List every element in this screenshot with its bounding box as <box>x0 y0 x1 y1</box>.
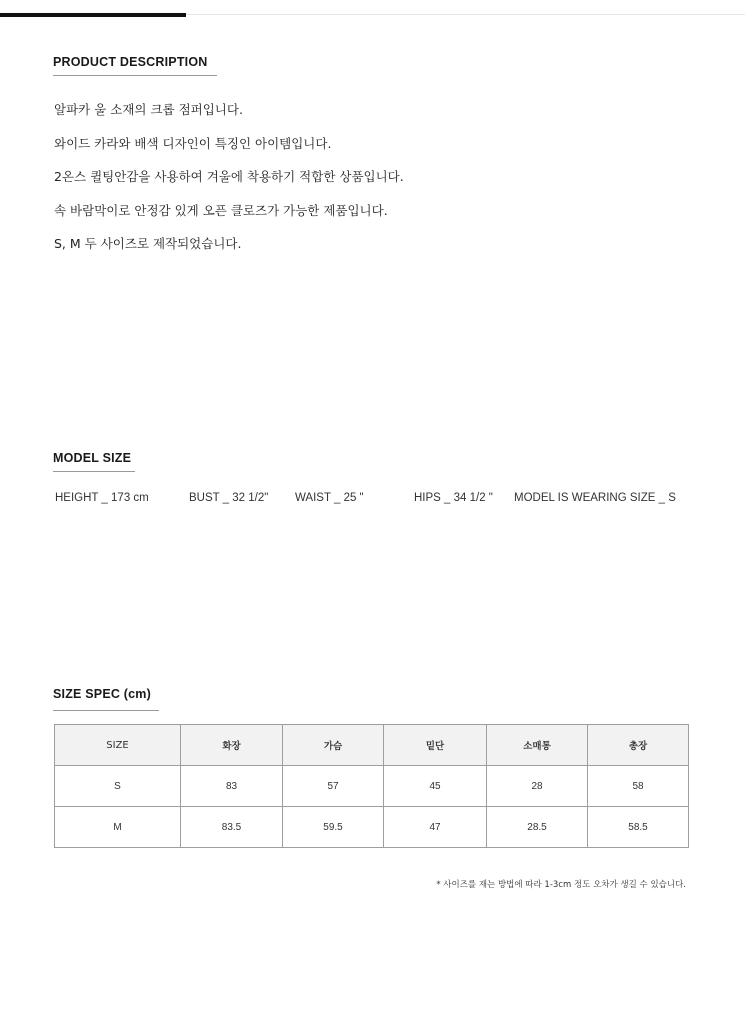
model-wearing-size: MODEL IS WEARING SIZE _ S <box>514 492 676 504</box>
description-line: S, M 두 사이즈로 제작되었습니다. <box>54 236 242 251</box>
table-cell: 57 <box>283 766 384 807</box>
description-line: 속 바람막이로 안정감 있게 오픈 클로즈가 가능한 제품입니다. <box>54 202 388 218</box>
table-cell: 28 <box>487 766 588 807</box>
table-header-cell: 가슴 <box>283 725 384 766</box>
table-cell: 58 <box>588 766 689 807</box>
table-cell: 58.5 <box>588 807 689 848</box>
table-row <box>55 807 689 848</box>
table-header-cell: SIZE <box>55 725 181 766</box>
table-cell: 28.5 <box>487 807 588 848</box>
table-header-cell: 화장 <box>181 725 283 766</box>
table-cell: M <box>55 807 181 848</box>
model-waist: WAIST _ 25 " <box>295 492 364 504</box>
table-cell: S <box>55 766 181 807</box>
model-bust: BUST _ 32 1/2" <box>189 492 269 504</box>
table-cell: 45 <box>384 766 487 807</box>
table-row <box>55 766 689 807</box>
model-size-underline <box>53 471 135 472</box>
size-spec-table <box>54 724 689 848</box>
size-measurement-note: * 사이즈를 재는 방법에 따라 1-3cm 정도 오차가 생길 수 있습니다. <box>436 880 686 890</box>
model-hips: HIPS _ 34 1/2 " <box>414 492 493 504</box>
table-cell: 83 <box>181 766 283 807</box>
description-line: 와이드 카라와 배색 디자인이 특징인 아이템입니다. <box>54 135 332 151</box>
description-line: 알파카 울 소재의 크롭 점퍼입니다. <box>54 102 243 117</box>
table-header-cell: 밑단 <box>384 725 487 766</box>
size-spec-underline <box>53 710 159 711</box>
size-spec-title: SIZE SPEC (cm) <box>53 687 151 701</box>
table-header-cell: 소매통 <box>487 725 588 766</box>
table-header-row <box>55 725 689 766</box>
table-cell: 47 <box>384 807 487 848</box>
model-size-title: MODEL SIZE <box>53 451 132 465</box>
description-line: 2온스 퀼팅안감을 사용하여 겨울에 착용하기 적합한 상품입니다. <box>54 169 404 184</box>
model-height: HEIGHT _ 173 cm <box>55 492 149 504</box>
table-cell: 59.5 <box>283 807 384 848</box>
product-description-list <box>54 100 404 268</box>
table-header-cell: 총장 <box>588 725 689 766</box>
product-description-title: PRODUCT DESCRIPTION <box>53 55 208 69</box>
active-tab-indicator <box>0 13 186 17</box>
table-cell: 83.5 <box>181 807 283 848</box>
product-description-underline <box>53 75 217 76</box>
